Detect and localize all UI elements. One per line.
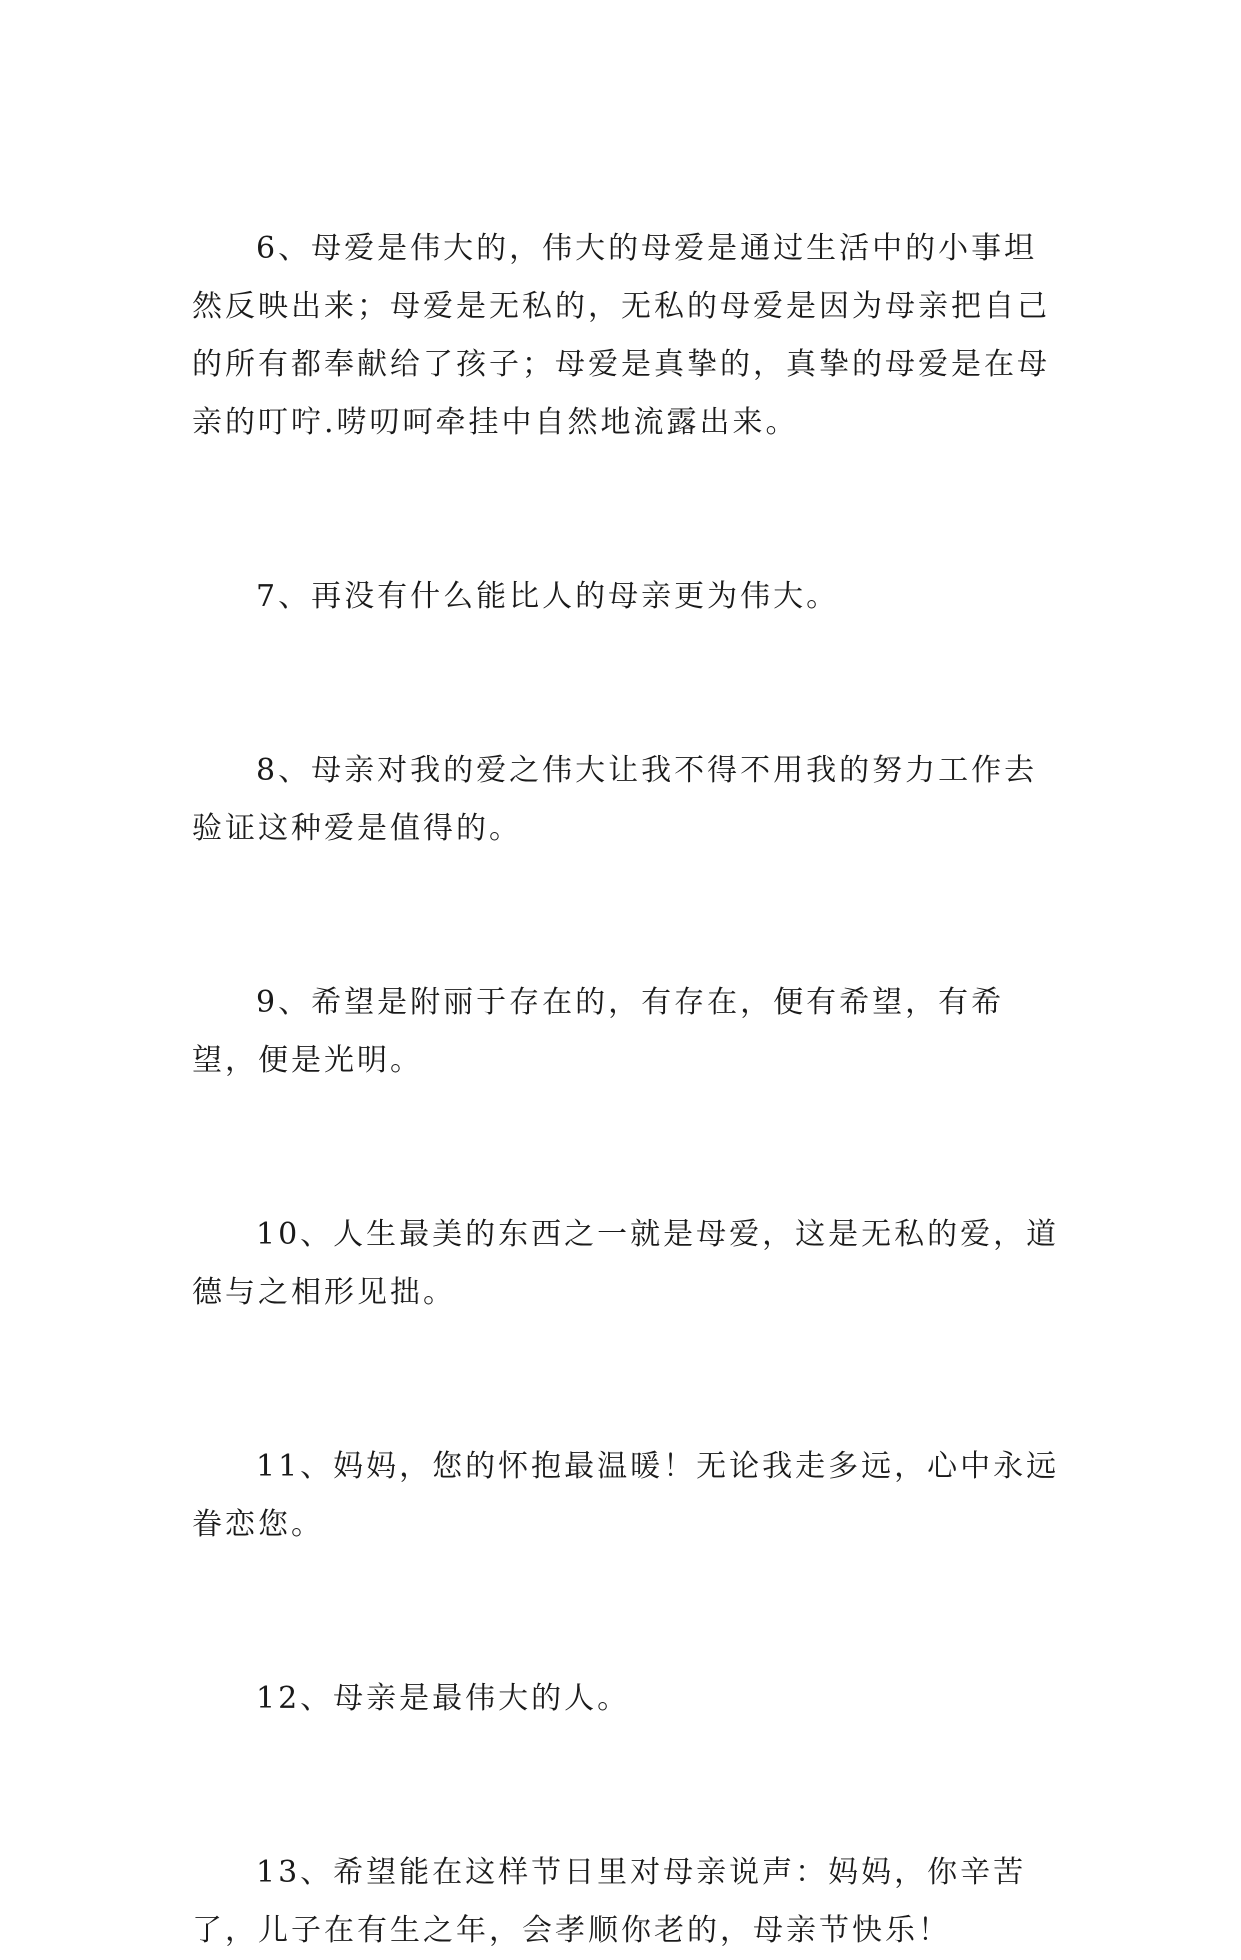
paragraph-7: 7、再没有什么能比人的母亲更为伟大。	[256, 579, 840, 614]
paragraph-8: 8、母亲对我的爱之伟大让我不得不用我的努力工作去验证这种爱是值得的。	[192, 753, 1038, 846]
paragraph-13: 13、希望能在这样节日里对母亲说声：妈妈，你辛苦了，儿子在有生之年，会孝顺你老的，母亲节快乐！	[192, 1855, 1027, 1948]
paragraph-9: 9、希望是附丽于存在的，有存在，便有希望，有希望，便是光明。	[192, 985, 1005, 1078]
paragraph-10: 10、人生最美的东西之一就是母爱，这是无私的爱，道德与之相形见拙。	[192, 1217, 1060, 1310]
paragraph-6: 6、母爱是伟大的，伟大的母爱是通过生活中的小事坦然反映出来；母爱是无私的，无私的母爱是因为母亲把自己的所有都奉献给了孩子；母爱是真挚的，真挚的母爱是在母亲的叮咛.唠叨呵牵挂中自然地流露出来。	[192, 231, 1050, 440]
paragraph-12: 12、母亲是最伟大的人。	[256, 1681, 631, 1716]
paragraph-11: 11、妈妈，您的怀抱最温暖！无论我走多远，心中永远眷恋您。	[192, 1449, 1060, 1542]
document-body	[192, 220, 1062, 1960]
